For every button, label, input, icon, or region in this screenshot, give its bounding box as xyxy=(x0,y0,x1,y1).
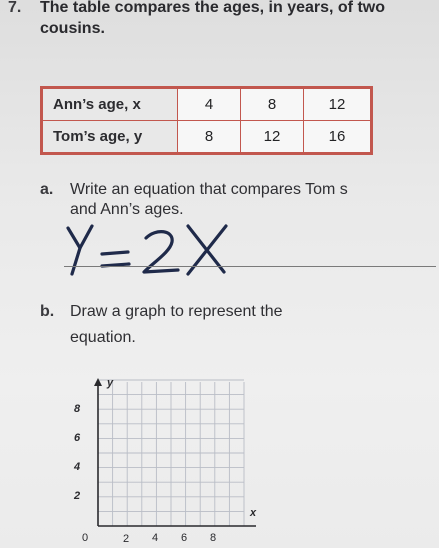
table-cell: 4 xyxy=(178,88,241,121)
part-a-prompt xyxy=(40,180,348,220)
table-cell: 16 xyxy=(304,121,372,154)
table-cell: 8 xyxy=(241,88,304,121)
part-a-label: a. xyxy=(40,181,54,198)
table-row-tom xyxy=(42,121,372,154)
part-a-text-line1: Write an equation that compares Tom s xyxy=(70,181,348,198)
origin-label: 0 xyxy=(82,532,89,544)
part-b-text-line2: equation. xyxy=(70,329,136,346)
y-axis-arrow-icon xyxy=(94,378,102,386)
part-b-label: b. xyxy=(40,303,55,320)
x-tick-label: 6 xyxy=(181,532,188,544)
y-tick-label: 6 xyxy=(74,432,81,444)
part-a-text-line2: and Ann’s ages. xyxy=(70,201,184,218)
y-tick-label: 4 xyxy=(74,461,81,473)
table-row-ann xyxy=(42,88,372,121)
x-tick-label: 2 xyxy=(123,533,130,545)
x-tick-label: 8 xyxy=(210,532,217,544)
y-tick-label: 2 xyxy=(74,490,81,502)
question-text-line1: The table compares the ages, in years, of two xyxy=(40,0,385,16)
x-tick-label: 4 xyxy=(152,532,159,544)
ages-table xyxy=(40,86,373,155)
question-header xyxy=(8,0,438,39)
table-cell: 12 xyxy=(241,121,304,154)
table-cell: 12 xyxy=(304,88,372,121)
x-axis-label: x xyxy=(250,507,257,519)
row-header-ann: Ann’s age, x xyxy=(42,88,178,121)
y-tick-label: 8 xyxy=(74,403,81,415)
answer-line xyxy=(64,266,436,267)
question-text-line2: cousins. xyxy=(40,20,105,37)
coordinate-graph xyxy=(60,370,260,548)
row-header-tom: Tom’s age, y xyxy=(42,121,178,154)
part-b-prompt xyxy=(40,302,283,348)
y-axis-label: y xyxy=(107,377,114,389)
handwritten-answer xyxy=(62,216,237,278)
grid xyxy=(98,380,244,526)
question-number: 7. xyxy=(8,0,22,16)
table-cell: 8 xyxy=(178,121,241,154)
part-b-text-line1: Draw a graph to represent the xyxy=(70,303,283,320)
